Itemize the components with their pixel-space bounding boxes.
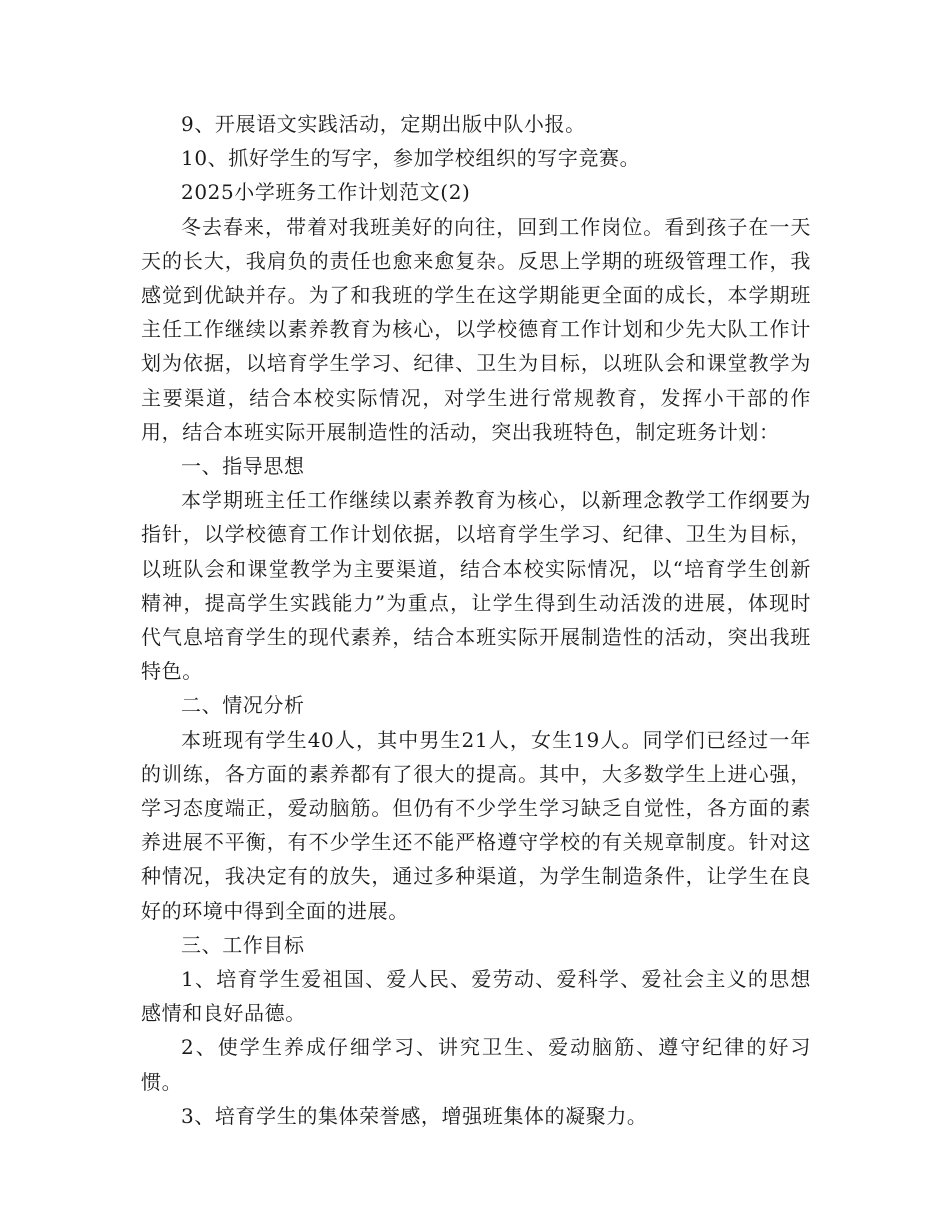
list-item-9: 9、开展语文实践活动，定期出版中队小报。 (181, 112, 586, 136)
section-title: 2025小学班务工作计划范文(2) (181, 180, 471, 205)
goal-item-1: 1、培育学生爱祖国、爱人民、爱劳动、爱科学、爱社会主义的思想感情和良好品德。 (141, 967, 811, 1026)
heading-work-goals: 三、工作目标 (181, 932, 305, 957)
guiding-ideology-paragraph: 本学期班主任工作继续以素养教育为核心，以新理念教学工作纲要为指针，以学校德育工作计划依据，以培育学生学习、纪律、卫生为目标，以班队会和课堂教学为主要渠道，结合本校实际情况，以“培育学生创新精神，提高学生实践能力”为重点，让学生得到生动活泼的进展，体现时代气息培育学生的现代素养，结合本班实际开展制造性的活动，突出我班特色。 (141, 488, 811, 684)
heading-guiding-ideology: 一、指导思想 (181, 454, 305, 479)
heading-situation-analysis: 二、情况分析 (181, 693, 305, 718)
document-body (141, 107, 811, 1133)
intro-paragraph: 冬去春来，带着对我班美好的向往，回到工作岗位。看到孩子在一天天的长大，我肩负的责任也愈来愈复杂。反思上学期的班级管理工作，我感觉到优缺并存。为了和我班的学生在这学期能更全面的成长，本学期班主任工作继续以素养教育为核心，以学校德育工作计划和少先大队工作计划为依据，以培育学生学习、纪律、卫生为目标，以班队会和课堂教学为主要渠道，结合本校实际情况，对学生进行常规教育，发挥小干部的作用，结合本班实际开展制造性的活动，突出我班特色，制定班务计划： (141, 214, 811, 444)
goal-item-3: 3、培育学生的集体荣誉感，增强班集体的凝聚力。 (181, 1103, 648, 1128)
goal-item-2: 2、使学生养成仔细学习、讲究卫生、爱动脑筋、遵守纪律的好习惯。 (141, 1035, 811, 1094)
situation-analysis-paragraph: 本班现有学生40人，其中男生21人，女生19人。同学们已经过一年的训练，各方面的素养都有了很大的提高。其中，大多数学生上进心强，学习态度端正，爱动脑筋。但仍有不少学生学习缺乏自觉性，各方面的素养进展不平衡，有不少学生还不能严格遵守学校的有关规章制度。针对这种情况，我决定有的放失，通过多种渠道，为学生制造条件，让学生在良好的环境中得到全面的进展。 (141, 727, 811, 923)
list-item-10: 10、抓好学生的写字，参加学校组织的写字竞赛。 (181, 146, 641, 171)
